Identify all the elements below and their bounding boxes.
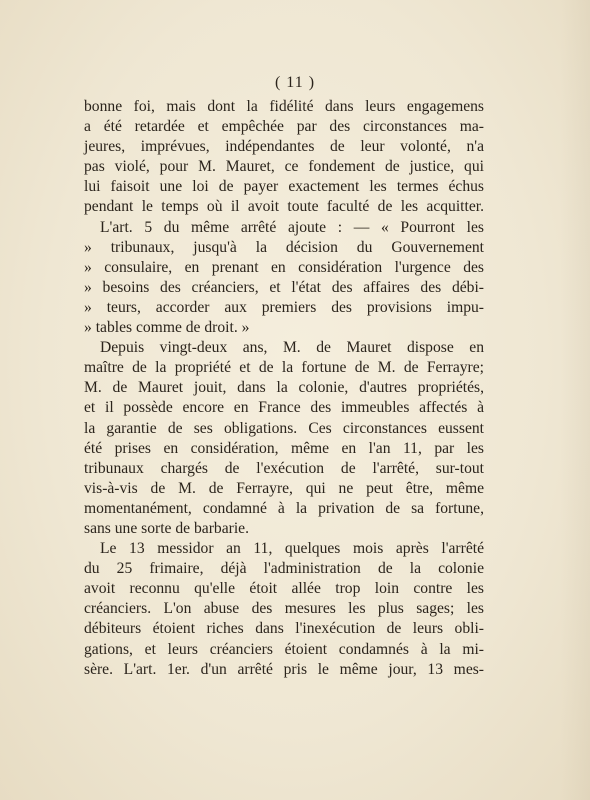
page-edge-shadow — [560, 0, 590, 800]
text-line: été prises en considération, même en l'an 11, par les — [84, 439, 484, 457]
text-line: débiteurs étoient riches dans l'inexécution de leurs obli- — [84, 620, 484, 638]
text-line: » teurs, accorder aux premiers des provisions impu- — [84, 298, 484, 316]
text-line: lui faisoit une loi de payer exactement les termes échus — [84, 178, 484, 196]
text-line: pas violé, pour M. Mauret, ce fondement de justice, qui — [84, 158, 484, 176]
text-line: tribunaux chargés de l'exécution de l'arrêté, sur-tout — [84, 459, 484, 477]
text-line: Le 13 messidor an 11, quelques mois après l'arrêté — [100, 540, 484, 558]
text-line: bonne foi, mais dont la fidélité dans leurs engagemens — [84, 98, 484, 115]
text-line: avoit reconnu qu'elle étoit allée trop loin contre les — [84, 580, 484, 598]
text-line: gations, et leurs créanciers étoient condamnés à la mi- — [84, 640, 484, 658]
text-line: jeures, imprévues, indépendantes de leur volonté, n'a — [84, 138, 484, 156]
page-number: ( 11 ) — [274, 74, 316, 91]
text-line: la garantie de ses obligations. Ces circonstances eussent — [84, 419, 484, 437]
text-line: L'art. 5 du même arrêté ajoute : — « Pourront les — [100, 218, 484, 236]
text-line: pendant le temps où il avoit toute faculté de les acquitter. — [84, 198, 484, 216]
text-line: vis-à-vis de M. de Ferrayre, qui ne peut être, même — [84, 479, 484, 497]
text-line: M. de Mauret jouit, dans la colonie, d'autres propriétés, — [84, 379, 484, 397]
text-line: maître de la propriété et de la fortune de M. de Ferrayre; — [84, 359, 484, 377]
text-line: » tables comme de droit. » — [84, 319, 250, 337]
text-line: » tribunaux, jusqu'à la décision du Gouvernement — [84, 238, 484, 256]
text-line: créanciers. L'on abuse des mesures les plus sages; les — [84, 600, 484, 618]
text-line: sère. L'art. 1er. d'un arrêté pris le même jour, 13 mes- — [84, 660, 484, 678]
text-line: et il possède encore en France des immeubles affectés à — [84, 399, 484, 417]
text-line: » besoins des créanciers, et l'état des affaires des débi- — [84, 278, 484, 296]
text-line: a été retardée et empêchée par des circonstances ma- — [84, 118, 484, 136]
body-text — [84, 97, 484, 680]
text-line: sans une sorte de barbarie. — [84, 519, 249, 537]
text-line: du 25 frimaire, déjà l'administration de la colonie — [84, 560, 484, 578]
text-line: » consulaire, en prenant en considération l'urgence des — [84, 258, 484, 276]
text-line: Depuis vingt-deux ans, M. de Mauret dispose en — [100, 339, 484, 357]
text-line: momentanément, condamné à la privation de sa fortune, — [84, 499, 484, 517]
